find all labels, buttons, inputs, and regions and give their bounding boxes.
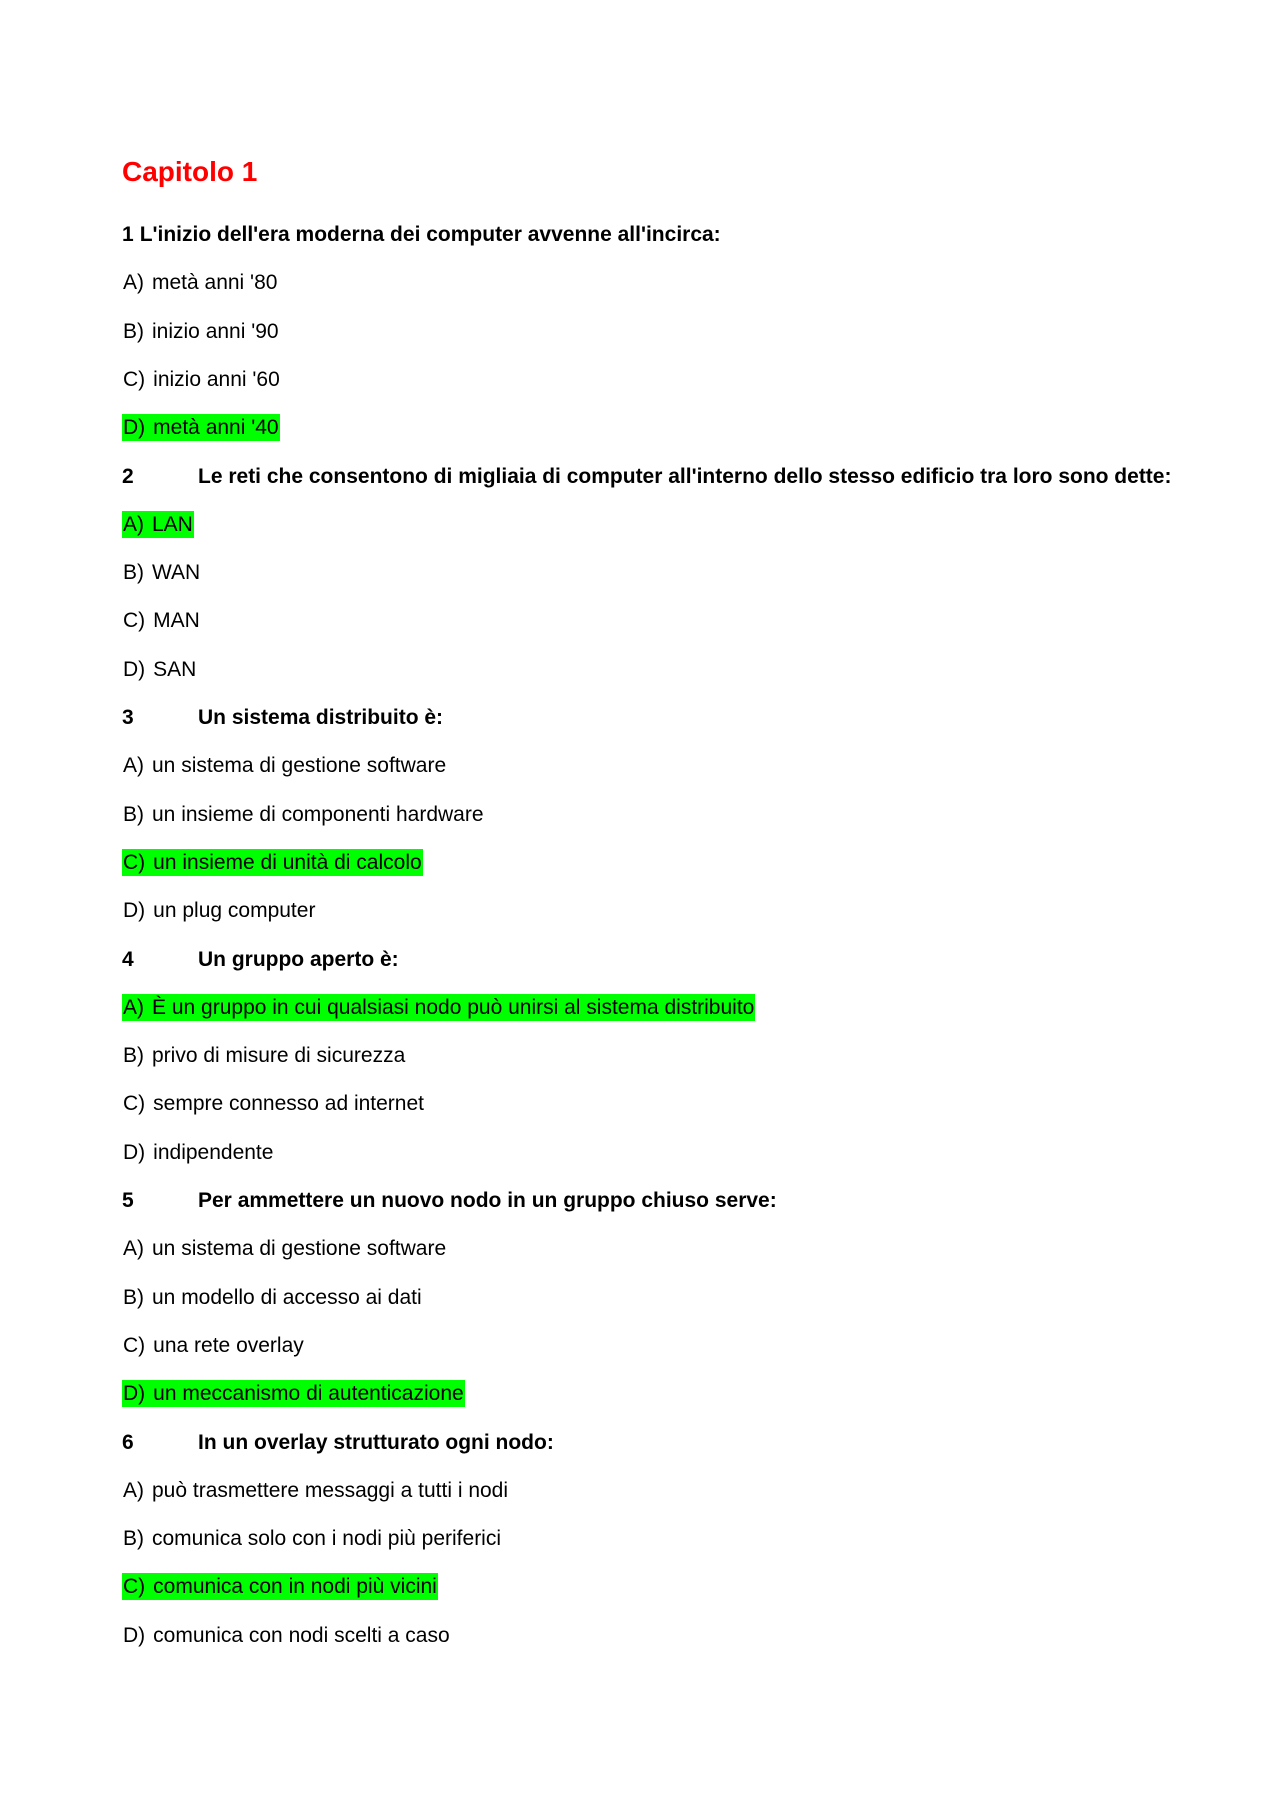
option-text: un sistema di gestione software xyxy=(152,1237,447,1261)
answer-option-2-a xyxy=(122,508,194,542)
option-text: può trasmettere messaggi a tutti i nodi xyxy=(152,1478,509,1502)
answer-option-5-c xyxy=(122,1329,305,1363)
option-text: comunica solo con i nodi più periferici xyxy=(152,1527,502,1551)
answer-text-wrap xyxy=(122,269,278,296)
answer-option-3-a xyxy=(122,749,447,783)
answer-option-6-a xyxy=(122,1474,509,1508)
answer-text-wrap xyxy=(122,1042,406,1069)
option-letter: D) xyxy=(123,1382,146,1406)
option-letter: B) xyxy=(123,802,144,826)
correct-answer-highlight xyxy=(122,414,280,441)
option-text: un insieme di unità di calcolo xyxy=(153,850,422,874)
option-letter: D) xyxy=(123,1140,146,1164)
answer-text-wrap xyxy=(122,607,201,634)
answer-text-wrap xyxy=(122,1139,274,1166)
option-letter: D) xyxy=(123,1623,146,1647)
answer-text-wrap xyxy=(122,897,316,924)
answer-option-5-a xyxy=(122,1232,447,1266)
option-text: un insieme di componenti hardware xyxy=(152,802,484,826)
question-text: Un gruppo aperto è: xyxy=(198,947,399,971)
option-letter: A) xyxy=(123,1237,144,1261)
option-letter: C) xyxy=(123,850,146,874)
answer-text-wrap xyxy=(122,1477,509,1504)
question-number: 1 xyxy=(122,223,134,246)
answer-option-2-b xyxy=(122,556,201,590)
chapter-title: Capitolo 1 xyxy=(122,156,258,187)
correct-answer-highlight xyxy=(122,1573,438,1600)
option-text: comunica con nodi scelti a caso xyxy=(153,1623,450,1647)
question-3 xyxy=(122,701,443,735)
answer-option-3-d xyxy=(122,894,316,928)
answer-text-wrap xyxy=(122,656,197,683)
option-text: privo di misure di sicurezza xyxy=(152,1044,406,1068)
option-text: metà anni '40 xyxy=(153,416,279,440)
question-text: Un sistema distribuito è: xyxy=(198,706,444,729)
answer-option-3-b xyxy=(122,798,485,832)
option-text: sempre connesso ad internet xyxy=(153,1092,424,1116)
answer-text-wrap xyxy=(122,1525,502,1552)
answer-text-wrap xyxy=(122,1090,425,1117)
correct-answer-highlight xyxy=(122,994,755,1021)
answer-option-4-c xyxy=(122,1087,425,1121)
option-text: WAN xyxy=(152,561,201,585)
question-text: In un overlay strutturato ogni nodo: xyxy=(198,1430,554,1454)
answer-text-wrap xyxy=(122,366,281,393)
answer-text-wrap xyxy=(122,1332,305,1359)
option-letter: A) xyxy=(123,995,144,1019)
option-letter: C) xyxy=(123,1092,146,1116)
answer-option-2-d xyxy=(122,653,197,687)
correct-answer-highlight xyxy=(122,511,194,538)
option-text: un modello di accesso ai dati xyxy=(152,1285,422,1309)
question-6 xyxy=(122,1426,554,1460)
option-letter: A) xyxy=(123,754,144,778)
answer-option-3-c xyxy=(122,846,423,880)
option-text: inizio anni '60 xyxy=(153,367,280,391)
answer-text-wrap xyxy=(122,559,201,586)
question-number: 6 xyxy=(122,1430,134,1454)
option-letter: B) xyxy=(123,561,144,585)
answer-option-6-b xyxy=(122,1522,502,1556)
question-text: L'inizio dell'era moderna dei computer avvenne all'incirca: xyxy=(139,223,721,246)
answer-option-2-c xyxy=(122,604,201,638)
question-5 xyxy=(122,1184,777,1218)
option-text: un sistema di gestione software xyxy=(152,754,447,778)
question-number: 3 xyxy=(122,706,134,729)
option-text: È un gruppo in cui qualsiasi nodo può unirsi al sistema distribuito xyxy=(152,995,755,1019)
option-text: comunica con in nodi più vicini xyxy=(153,1575,437,1599)
option-text: un plug computer xyxy=(153,899,316,923)
answer-text-wrap xyxy=(122,1622,451,1649)
question-4 xyxy=(122,943,399,977)
option-letter: C) xyxy=(123,1575,146,1599)
question-text: Per ammettere un nuovo nodo in un gruppo chiuso serve: xyxy=(198,1189,777,1212)
answer-option-4-b xyxy=(122,1039,406,1073)
answer-option-6-d xyxy=(122,1619,451,1653)
answer-text-wrap xyxy=(122,801,485,828)
option-letter: B) xyxy=(123,319,144,343)
option-letter: B) xyxy=(123,1044,144,1068)
option-letter: A) xyxy=(123,512,144,536)
answer-text-wrap xyxy=(122,752,447,779)
answer-option-4-d xyxy=(122,1136,274,1170)
option-text: un meccanismo di autenticazione xyxy=(153,1382,464,1406)
answer-text-wrap xyxy=(122,1235,447,1262)
question-number: 2 xyxy=(122,464,134,488)
option-text: SAN xyxy=(153,657,197,681)
answer-option-1-c xyxy=(122,363,281,397)
option-text: LAN xyxy=(152,512,193,536)
option-letter: C) xyxy=(123,609,146,633)
question-number: 4 xyxy=(122,947,134,971)
option-text: MAN xyxy=(153,609,200,633)
option-letter: A) xyxy=(123,271,144,295)
option-letter: C) xyxy=(123,1333,146,1357)
answer-text-wrap xyxy=(122,318,280,345)
option-letter: D) xyxy=(123,657,146,681)
option-text: indipendente xyxy=(153,1140,274,1164)
question-number: 5 xyxy=(122,1189,134,1212)
answer-option-4-a xyxy=(122,991,755,1025)
option-letter: B) xyxy=(123,1527,144,1551)
answer-option-5-d xyxy=(122,1377,465,1411)
correct-answer-highlight xyxy=(122,849,423,876)
answer-option-1-b xyxy=(122,315,280,349)
option-text: una rete overlay xyxy=(153,1333,304,1357)
answer-option-6-c xyxy=(122,1570,438,1604)
question-2 xyxy=(122,460,1171,494)
option-text: metà anni '80 xyxy=(152,271,278,295)
answer-option-5-b xyxy=(122,1281,423,1315)
correct-answer-highlight xyxy=(122,1380,465,1407)
option-letter: D) xyxy=(123,416,146,440)
option-text: inizio anni '90 xyxy=(152,319,279,343)
question-text: Le reti che consentono di migliaia di computer all'interno dello stesso edificio tra loro sono dette: xyxy=(198,464,1172,488)
answer-option-1-d xyxy=(122,411,280,445)
option-letter: C) xyxy=(123,367,146,391)
option-letter: B) xyxy=(123,1285,144,1309)
option-letter: A) xyxy=(123,1478,144,1502)
question-1 xyxy=(122,218,721,252)
answer-option-1-a xyxy=(122,266,278,300)
answer-text-wrap xyxy=(122,1284,423,1311)
option-letter: D) xyxy=(123,899,146,923)
